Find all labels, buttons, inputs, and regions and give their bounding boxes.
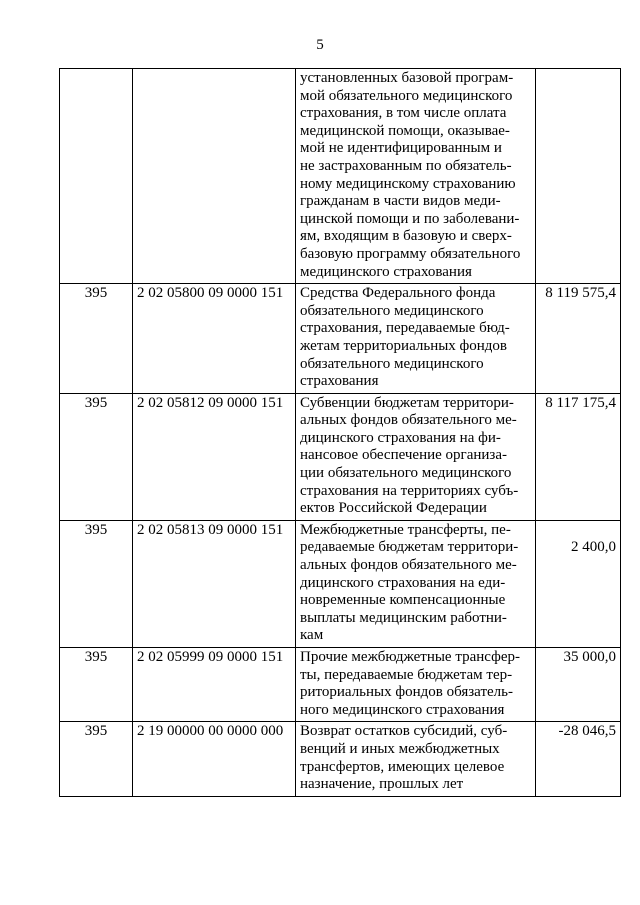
admin-code-cell: 395 (60, 284, 133, 394)
description-cell: Возврат остатков субсидий, суб- венций и иных межбюджетных трансфертов, имеющих целевое назначение, прошлых лет (296, 722, 536, 796)
page-number: 5 (316, 37, 324, 53)
budget-code-cell (133, 69, 296, 284)
amount-cell (536, 69, 621, 284)
admin-code-cell: 395 (60, 722, 133, 796)
budget-code-cell: 2 02 05800 09 0000 151 (133, 284, 296, 394)
budget-code-cell: 2 19 00000 00 0000 000 (133, 722, 296, 796)
table-row (60, 722, 621, 796)
description-cell: установленных базовой програм- мой обязательного медицинского страхования, в том числе оплата медицинской помощи, оказывае- мой не идентифицированным и не застрахованным по обязатель- ному медицинскому страхованию гражданам в части видов меди- цинской помощи и по заболевани- ям, входящим в базовую и сверх- базовую программу обязательного медицинского страхования (296, 69, 536, 284)
description-cell: Средства Федерального фонда обязательного медицинского страхования, передаваемые бюд- жетам территориальных фондов обязательного медицинского страхования (296, 284, 536, 394)
amount-cell: 35 000,0 (536, 648, 621, 722)
table-row (60, 69, 621, 284)
admin-code-cell: 395 (60, 520, 133, 647)
budget-code-cell: 2 02 05813 09 0000 151 (133, 520, 296, 647)
amount-cell: 2 400,0 (536, 520, 621, 647)
table-row (60, 393, 621, 520)
admin-code-cell: 395 (60, 393, 133, 520)
table-row (60, 284, 621, 394)
budget-code-cell: 2 02 05999 09 0000 151 (133, 648, 296, 722)
table-row (60, 520, 621, 647)
budget-table (59, 68, 621, 797)
admin-code-cell: 395 (60, 648, 133, 722)
description-cell: Межбюджетные трансферты, пе- редаваемые бюджетам территори- альных фондов обязательного ме- дицинского страхования на еди- новременные компенсационные выплаты медицинским работни- кам (296, 520, 536, 647)
description-cell: Субвенции бюджетам территори- альных фондов обязательного ме- дицинского страхования на фи- нансовое обеспечение организа- ции обязательного медицинского страхования на территориях субъ- ектов Российской Федерации (296, 393, 536, 520)
budget-code-cell: 2 02 05812 09 0000 151 (133, 393, 296, 520)
table-row (60, 648, 621, 722)
admin-code-cell (60, 69, 133, 284)
amount-cell: 8 117 175,4 (536, 393, 621, 520)
amount-cell: -28 046,5 (536, 722, 621, 796)
amount-cell: 8 119 575,4 (536, 284, 621, 394)
description-cell: Прочие межбюджетные трансфер- ты, передаваемые бюджетам тер- риториальных фондов обязатель- ного медицинского страхования (296, 648, 536, 722)
